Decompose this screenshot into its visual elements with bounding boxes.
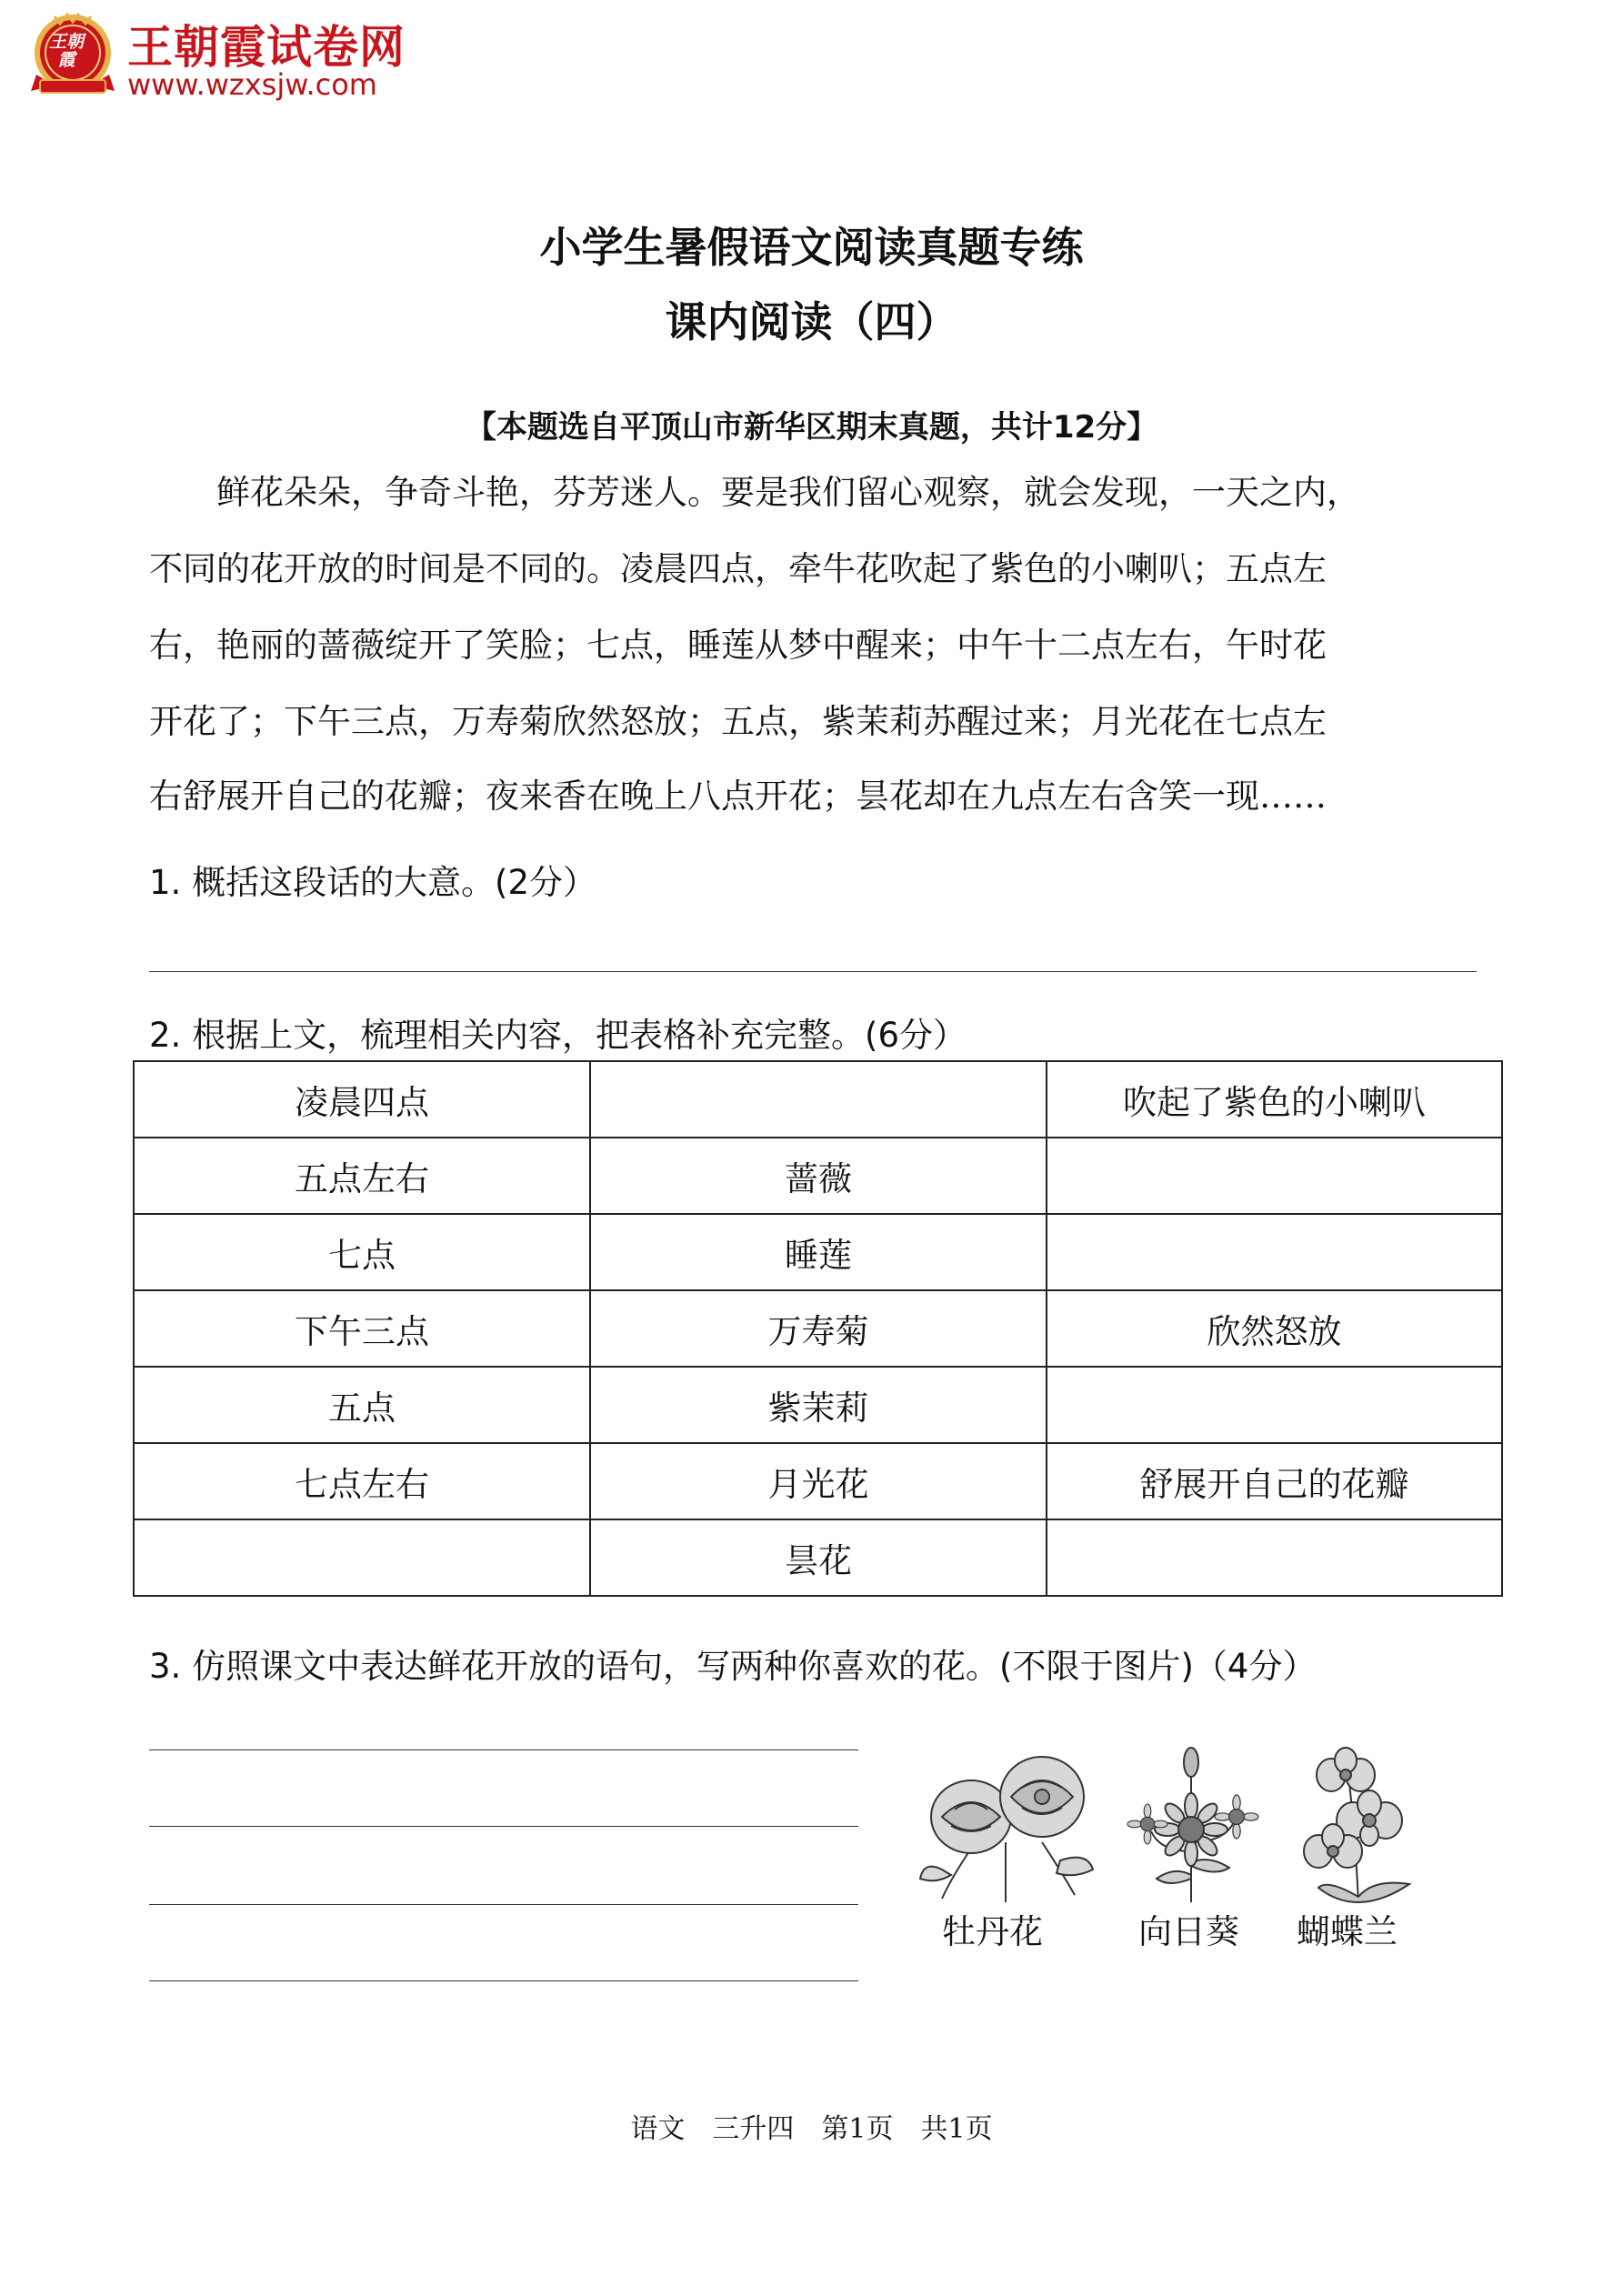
question-3: 3. 仿照课文中表达鲜花开放的语句，写两种你喜欢的花。(不限于图片)（4分） (149, 1647, 1317, 1686)
question-2: 2. 根据上文，梳理相关内容，把表格补充完整。(6分） (149, 1016, 967, 1055)
table-cell-flower: 蔷薇 (590, 1138, 1047, 1214)
fill-in-table (133, 1060, 1503, 1597)
table-cell-blank-time[interactable] (134, 1519, 590, 1596)
table-cell-time: 凌晨四点 (134, 1061, 590, 1138)
table-row (134, 1290, 1502, 1367)
table-cell-blank-action[interactable] (1047, 1519, 1502, 1596)
table-cell-time: 七点 (134, 1214, 590, 1290)
sunflower-icon (1115, 1742, 1269, 1904)
table-cell-action: 舒展开自己的花瓣 (1047, 1443, 1502, 1519)
passage-line: 不同的花开放的时间是不同的。凌晨四点，牵牛花吹起了紫色的小喇叭；五点左 (149, 549, 1327, 588)
table-cell-blank-flower[interactable] (590, 1061, 1047, 1138)
table-cell-flower: 紫茉莉 (590, 1367, 1047, 1443)
site-logo (20, 7, 493, 102)
table-cell-blank-action[interactable] (1047, 1138, 1502, 1214)
answer-line-q1[interactable] (149, 971, 1477, 972)
peony-icon (915, 1742, 1097, 1904)
question-1: 1. 概括这段话的大意。(2分） (149, 863, 597, 902)
table-cell-time: 五点左右 (134, 1138, 590, 1214)
answer-line-q3[interactable] (149, 1980, 858, 1981)
table-cell-flower: 万寿菊 (590, 1290, 1047, 1367)
answer-line-q3[interactable] (149, 1904, 858, 1905)
table-cell-action: 欣然怒放 (1047, 1290, 1502, 1367)
passage-line: 鲜花朵朵，争奇斗艳，芬芳迷人。要是我们留心观察，就会发现，一天之内， (149, 473, 1360, 512)
table-cell-flower: 睡莲 (590, 1214, 1047, 1290)
flower-label-peony: 牡丹花 (942, 1912, 1043, 1951)
brand-title: 王朝霞试卷网 (127, 21, 406, 74)
passage-line: 开花了；下午三点，万寿菊欣然怒放；五点，紫茉莉苏醒过来；月光花在七点左 (149, 702, 1327, 741)
passage-line: 右舒展开自己的花瓣；夜来香在晚上八点开花；昙花却在九点左右含笑一现…… (149, 777, 1327, 816)
answer-line-q3[interactable] (149, 1826, 858, 1827)
table-cell-blank-action[interactable] (1047, 1367, 1502, 1443)
table-cell-action: 吹起了紫色的小喇叭 (1047, 1061, 1502, 1138)
seal-text: 王朝霞 (48, 32, 84, 70)
question-source: 【本题选自平顶山市新华区期末真题，共计12分】 (465, 409, 1158, 446)
table-row (134, 1519, 1502, 1596)
page-footer: 语文 三升四 第1页 共1页 (630, 2113, 993, 2145)
table-cell-time: 下午三点 (134, 1290, 590, 1367)
table-cell-time: 五点 (134, 1367, 590, 1443)
page-title: 小学生暑假语文阅读真题专练 (539, 223, 1084, 272)
table-row (134, 1061, 1502, 1138)
orchid-icon (1291, 1742, 1428, 1904)
table-row (134, 1138, 1502, 1214)
flower-label-sunflower: 向日葵 (1138, 1912, 1239, 1951)
table-cell-blank-action[interactable] (1047, 1214, 1502, 1290)
table-cell-flower: 昙花 (590, 1519, 1047, 1596)
table-cell-time: 七点左右 (134, 1443, 590, 1519)
table-cell-flower: 月光花 (590, 1443, 1047, 1519)
table-row (134, 1443, 1502, 1519)
page-subtitle: 课内阅读（四） (665, 297, 958, 346)
table-row (134, 1367, 1502, 1443)
table-row (134, 1214, 1502, 1290)
brand-url[interactable]: www.wzxsjw.com (127, 67, 377, 102)
passage-line: 右，艳丽的蔷薇绽开了笑脸；七点，睡莲从梦中醒来；中午十二点左右，午时花 (149, 626, 1327, 665)
flower-label-orchid: 蝴蝶兰 (1297, 1912, 1398, 1951)
